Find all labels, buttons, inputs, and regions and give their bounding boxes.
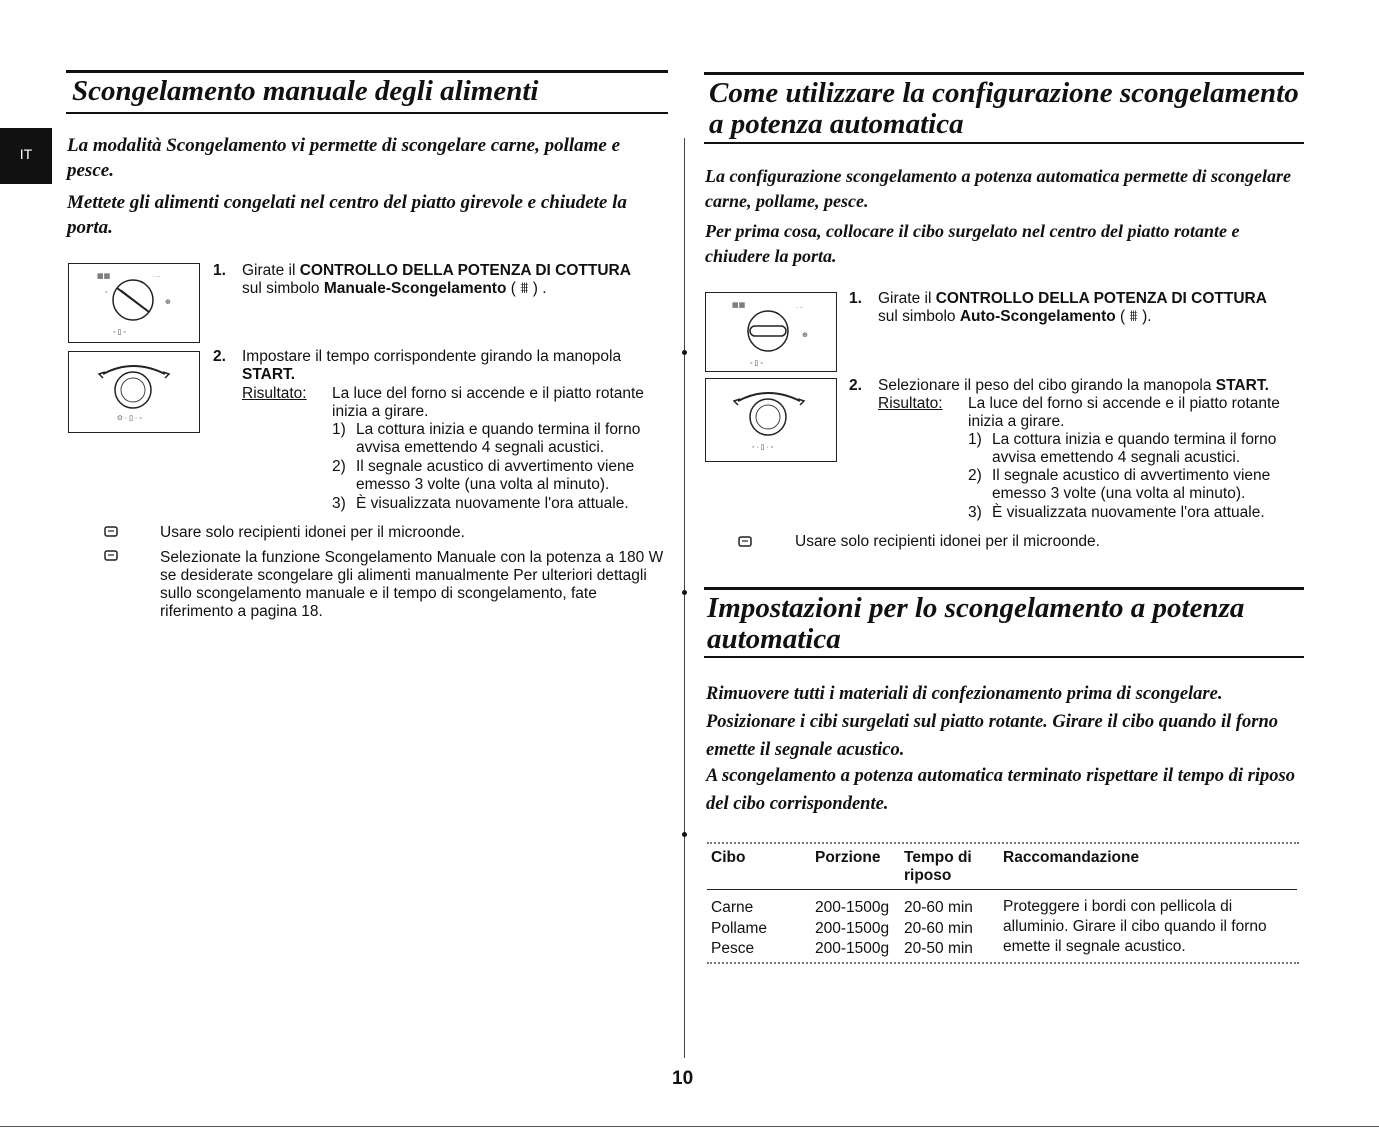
title-rule-top [704, 587, 1304, 590]
table-row: 200-1500g [815, 920, 890, 937]
left-result-1-num: 1) [332, 421, 346, 438]
table-row: Carne [711, 899, 754, 916]
right-step-1 [849, 290, 1319, 326]
right-step-2 [849, 377, 1329, 395]
left-result-3-num: 3) [332, 495, 346, 512]
table-row: 200-1500g [815, 899, 890, 916]
left-title: Scongelamento manuale degli alimenti [72, 75, 539, 107]
step-number: 2. [849, 377, 862, 394]
step2-start: START. [1215, 377, 1269, 394]
title-rule-top [66, 70, 668, 73]
left-result-2: Il segnale acustico di avvertimento viene emesso 3 volte (una volta al minuto). [356, 458, 635, 493]
section2-title: Impostazioni per lo scongelamento a potenza automatica [707, 592, 1245, 655]
table-row: Pollame [711, 920, 767, 937]
step1-line2-post: ( ⩩ ). [1115, 308, 1152, 325]
table-header-tempo: Tempo di riposo [904, 849, 972, 884]
table-header-cibo: Cibo [711, 849, 746, 866]
table-row: 20-60 min [904, 899, 973, 916]
step1-line2: sul simbolo [878, 308, 960, 325]
table-header-raccomandazione: Raccomandazione [1003, 849, 1140, 866]
title-rule-bottom [704, 656, 1304, 658]
table-recommendation: Proteggere i bordi con pellicola di alluminio. Girare il cibo quando il forno emette il segnale acustico. [1003, 898, 1267, 955]
right-note-1: Usare solo recipienti idonei per il microonde. [795, 533, 1100, 550]
right-result-3-num: 3) [968, 504, 982, 521]
left-note-2: Selezionate la funzione Scongelamento Manuale con la potenza a 180 W se desiderate scongelare gli alimenti manualmente Per ulteriori dettagli sullo scongelamento manuale e il tempo di scongelamento, fate riferimento a pagina 18. [160, 549, 664, 620]
svg-text:· ··: · ·· [796, 305, 804, 311]
left-intro-1: La modalità Scongelamento vi permette di scongelare carne, pollame e pesce. [67, 135, 621, 181]
right-result-2-num: 2) [968, 467, 982, 484]
left-result-text: La luce del forno si accende e il piatto rotante inizia a girare. [332, 385, 644, 420]
left-note-1: Usare solo recipienti idonei per il microonde. [160, 524, 465, 541]
left-result-2-num: 2) [332, 458, 346, 475]
language-tab: IT [0, 128, 52, 184]
right-result-1: La cottura inizia e quando termina il forno avvisa emettendo 4 segnali acustici. [992, 431, 1277, 466]
table-header-porzione: Porzione [815, 849, 881, 866]
right-result-text: La luce del forno si accende e il piatto rotante inizia a girare. [968, 395, 1280, 430]
power-dial-illustration [68, 263, 200, 343]
table-bottom-border [707, 962, 1299, 964]
right-result-1-num: 1) [968, 431, 982, 448]
section2-paragraph-1: Rimuovere tutti i materiali di confezionamento prima di scongelare. Posizionare i cibi surgelati sul piatto rotante. Girare il cibo quando il forno emette il segnale acustico. [706, 684, 1279, 760]
page-bottom-rule [0, 1126, 1379, 1127]
table-top-border [707, 842, 1299, 844]
svg-text:⊕: ⊕ [802, 332, 808, 339]
table-row: 20-60 min [904, 920, 973, 937]
right-result-label: Risultato: [878, 395, 943, 412]
column-divider [684, 138, 685, 1058]
step2-start: START. [242, 366, 296, 383]
step2-text: Selezionare il peso del cibo girando la manopola [878, 377, 1216, 394]
step-number: 1. [213, 262, 226, 279]
table-row: Pesce [711, 940, 755, 957]
note-icon [104, 549, 118, 562]
svg-text:◦: ◦ [105, 289, 108, 296]
left-step-2 [213, 348, 673, 384]
right-intro-1: La configurazione scongelamento a potenza automatica permette di scongelare carne, pollame, pesce. [705, 166, 1291, 211]
step1-bold: CONTROLLO DELLA POTENZA DI COTTURA [935, 290, 1267, 307]
table-row: 200-1500g [815, 940, 890, 957]
left-step-1 [213, 262, 673, 298]
svg-text:◦ ▯ ◦: ◦ ▯ ◦ [113, 329, 126, 336]
svg-text:◦ ▯ ◦: ◦ ▯ ◦ [750, 360, 763, 367]
svg-text:⊙ · ▯ · ◦: ⊙ · ▯ · ◦ [117, 415, 142, 422]
step1-bold: CONTROLLO DELLA POTENZA DI COTTURA [299, 262, 631, 279]
divider-dot [682, 350, 687, 355]
title-rule-bottom [66, 112, 668, 114]
svg-text:· ··: · ·· [153, 274, 161, 280]
svg-text:◦ · ▯ · ◦: ◦ · ▯ · ◦ [752, 444, 774, 451]
step1-text: Girate il [242, 262, 300, 279]
note-icon [104, 525, 118, 538]
svg-text:⊕: ⊕ [165, 299, 171, 306]
title-rule-top [704, 72, 1304, 75]
title-rule-bottom [704, 142, 1304, 144]
step1-line2-bold: Auto-Scongelamento [959, 308, 1116, 325]
right-intro-2: Per prima cosa, collocare il cibo surgelato nel centro del piatto rotante e chiudere la porta. [705, 221, 1240, 266]
table-header-rule [707, 889, 1297, 890]
table-row: 20-50 min [904, 940, 973, 957]
start-dial-illustration [705, 378, 837, 462]
step1-line2-post: ( ⩩ ) . [506, 280, 547, 297]
step-number: 2. [213, 348, 226, 365]
step1-line2: sul simbolo [242, 280, 324, 297]
section2-paragraph-2: A scongelamento a potenza automatica terminato rispettare il tempo di riposo del cibo corrispondente. [706, 766, 1295, 814]
left-result-label: Risultato: [242, 385, 307, 402]
left-result-1: La cottura inizia e quando termina il forno avvisa emettendo 4 segnali acustici. [356, 421, 641, 456]
right-result-2: Il segnale acustico di avvertimento viene emesso 3 volte (una volta al minuto). [992, 467, 1271, 502]
right-title: Come utilizzare la configurazione scongelamento a potenza automatica [709, 77, 1299, 140]
start-dial-illustration [68, 351, 200, 433]
divider-dot [682, 590, 687, 595]
divider-dot [682, 832, 687, 837]
svg-text:▦▦: ▦▦ [97, 273, 111, 280]
step-number: 1. [849, 290, 862, 307]
right-result-3: È visualizzata nuovamente l'ora attuale. [992, 504, 1265, 521]
page-number: 10 [672, 1068, 694, 1089]
left-result-3: È visualizzata nuovamente l'ora attuale. [356, 495, 629, 512]
svg-text:▦▦: ▦▦ [732, 302, 746, 309]
power-dial-illustration [705, 292, 837, 372]
left-intro-2: Mettete gli alimenti congelati nel centro del piatto girevole e chiudete la porta. [67, 192, 627, 238]
note-icon [738, 535, 752, 548]
step1-text: Girate il [878, 290, 936, 307]
step2-text: Impostare il tempo corrispondente girando la manopola [242, 348, 622, 365]
step1-line2-bold: Manuale-Scongelamento [323, 280, 507, 297]
